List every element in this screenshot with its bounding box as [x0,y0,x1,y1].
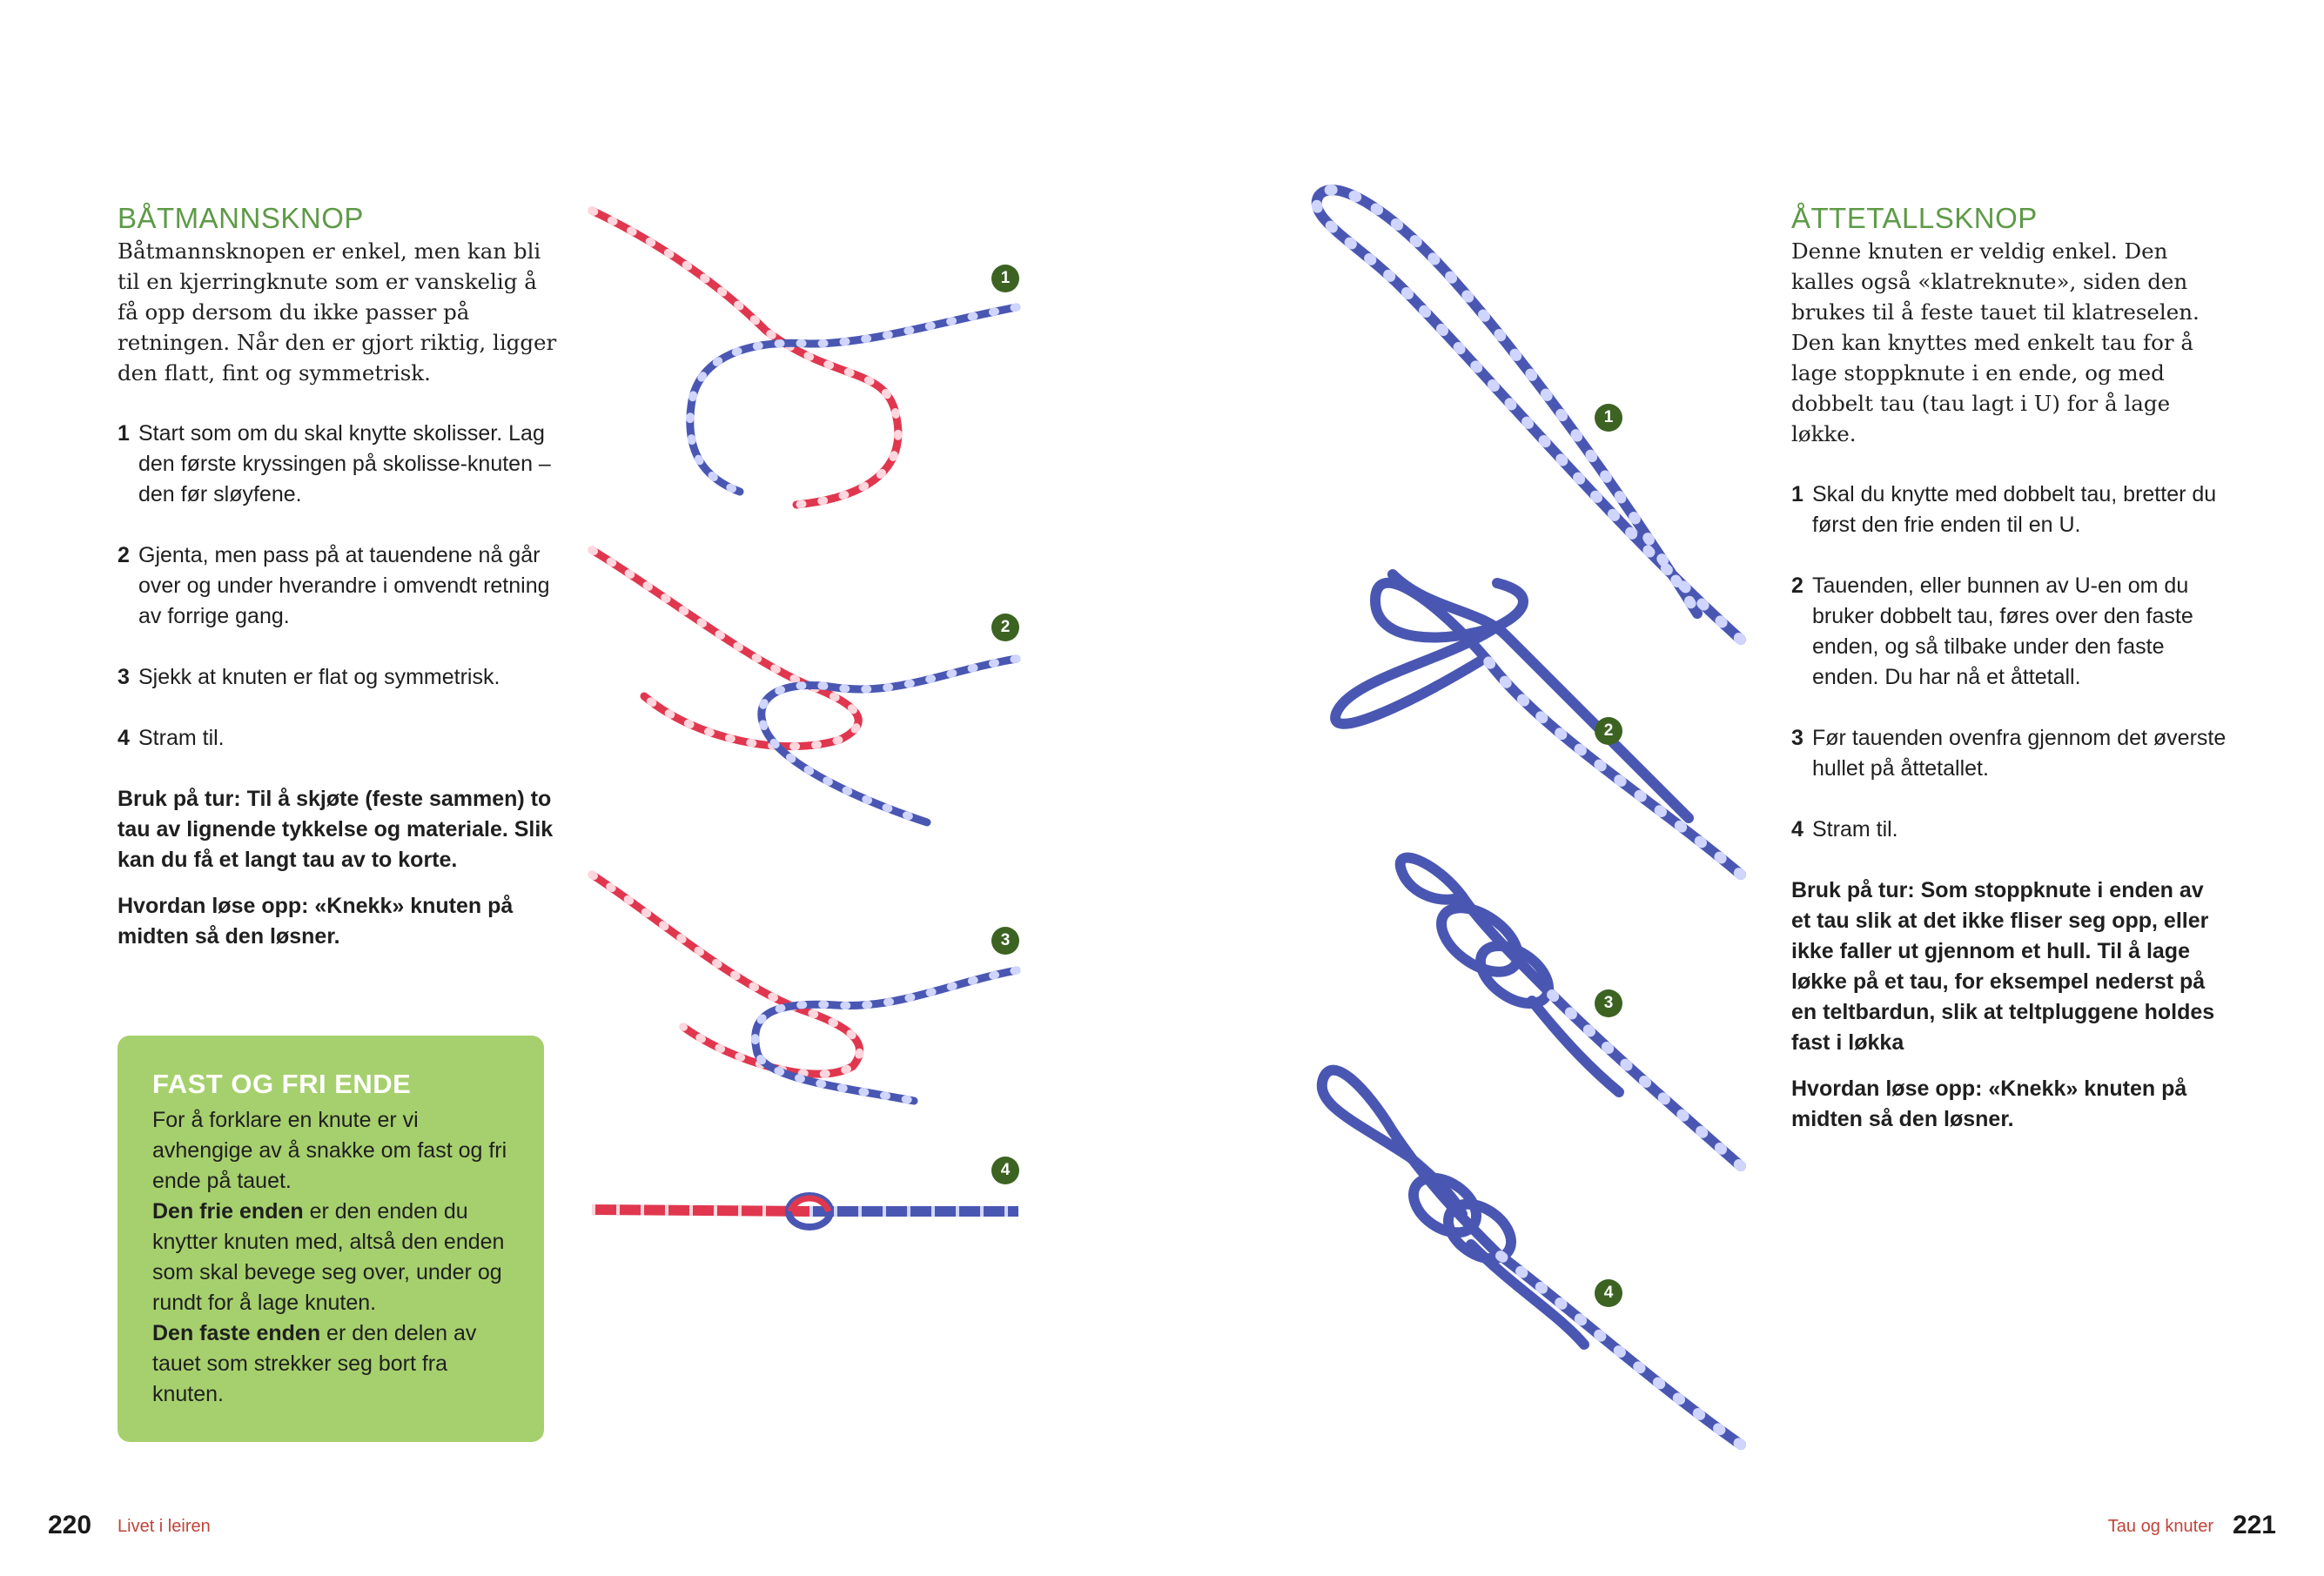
box-paragraph-3: er den delen av tauet som strekker seg bort fra knuten. [152,1321,477,1406]
step-number: 3 [1791,726,1803,751]
figure-eight-step-1-illustration [1317,190,1741,640]
right-step-4 [1791,815,2227,845]
step-number: 3 [118,665,130,690]
left-title: BÅTMANNSKNOP [118,202,364,234]
step-text: Sjekk at knuten er flat og symmetrisk. [138,665,500,690]
step-number-badge: 1 [991,265,1019,292]
right-step-3 [1791,723,2227,784]
step-number-badge: 1 [1595,404,1622,432]
left-how-to-untie: Hvordan løse opp: «Knekk» knuten på midten så den løsner. [118,894,514,949]
right-how-to-untie: Hvordan løse opp: «Knekk» knuten på midten så den løsner. [1791,1076,2187,1132]
figure-eight-step-4-illustration [1322,1070,1741,1445]
step-text: Gjenta, men pass på at tauendene nå går over og under hverandre i omvendt retning av forrige gang. [138,543,550,629]
figure-eight-step-2-illustration [1335,574,1741,875]
step-number-badge: 2 [1595,717,1622,745]
step-text: Skal du knytte med dobbelt tau, bretter du først den frie enden til en U. [1812,482,2217,538]
step-text: Før tauenden ovenfra gjennom det øverste hullet på åttetallet. [1812,726,2227,781]
box-fixed-end-term: Den faste enden [152,1321,321,1345]
step-text: Tauenden, eller bunnen av U-en om du bruker dobbelt tau, føres over den faste enden, og så tilbake under den faste enden. Du har nå et åttetall. [1812,573,2193,690]
step-number: 1 [118,421,130,446]
figure-eight-step-3-illustration [1400,858,1741,1166]
step-number: 2 [118,543,130,568]
box-free-end-term: Den frie enden [152,1199,304,1224]
right-step-2 [1791,571,2227,693]
box-paragraph-1: For å forklare en knute er vi avhengige av å snakke om fast og fri ende på tauet. [152,1108,507,1193]
page-number-left: 220 [48,1511,92,1539]
step-number: 4 [118,726,130,751]
step-number-badge: 3 [991,927,1019,955]
step-number: 2 [1791,573,1803,599]
step-text: Stram til. [138,726,225,751]
step-number: 4 [1791,817,1803,842]
right-title: ÅTTETALLSKNOP [1791,202,2038,234]
step-text: Start som om du skal knytte skolisser. Lag den første kryssingen på skolisse-knuten – den før sløyfene. [138,421,551,507]
left-use-on-trip: Bruk på tur: Til å skjøte (feste sammen) to tau av lignende tykkelse og materiale. Slik kan du få et langt tau av to korte. [118,787,554,873]
left-intro: Båtmannsknopen er enkel, men kan bli til en kjerringknute som er vanskelig å få opp dersom du ikke passer på retningen. Når den er gjort riktig, ligger den flatt, fint og symmetrisk. [118,238,557,386]
right-steps [1791,480,2227,845]
right-use-on-trip: Bruk på tur: Som stoppknute i enden av et tau slik at det ikke fliser seg opp, eller ikke faller ut gjennom et hull. Til å lage løkke på et tau, for eksempel nederst på en teltbardun, slik at teltpluggene holdes fast i løkka [1791,878,2215,1056]
right-intro: Denne knuten er veldig enkel. Den kalles også «klatreknute», siden den brukes til å feste tauet til klatreselen. Den kan knyttes med enkelt tau for å lage stoppknute i en ende, og med dobbelt tau (tau lagt i U) for å lage løkke. [1791,238,2200,447]
step-number-badge: 4 [1595,1279,1622,1307]
right-step-1 [1791,480,2227,540]
page-number-right: 221 [2232,1511,2276,1539]
section-label-left: Livet i leiren [118,1517,211,1536]
step-number-badge: 4 [991,1157,1019,1184]
step-number-badge: 2 [991,614,1019,641]
right-column [1791,203,2227,1150]
step-number-badge: 3 [1595,989,1622,1017]
step-text: Stram til. [1812,817,1898,842]
step-number: 1 [1791,482,1803,507]
box-title: FAST OG FRI ENDE [152,1069,412,1099]
section-label-right: Tau og knuter [2107,1517,2213,1536]
box-paragraph-2: er den enden du knytter knuten med, altså den enden som skal bevege seg over, under og rundt for å lage knuten. [152,1199,505,1315]
